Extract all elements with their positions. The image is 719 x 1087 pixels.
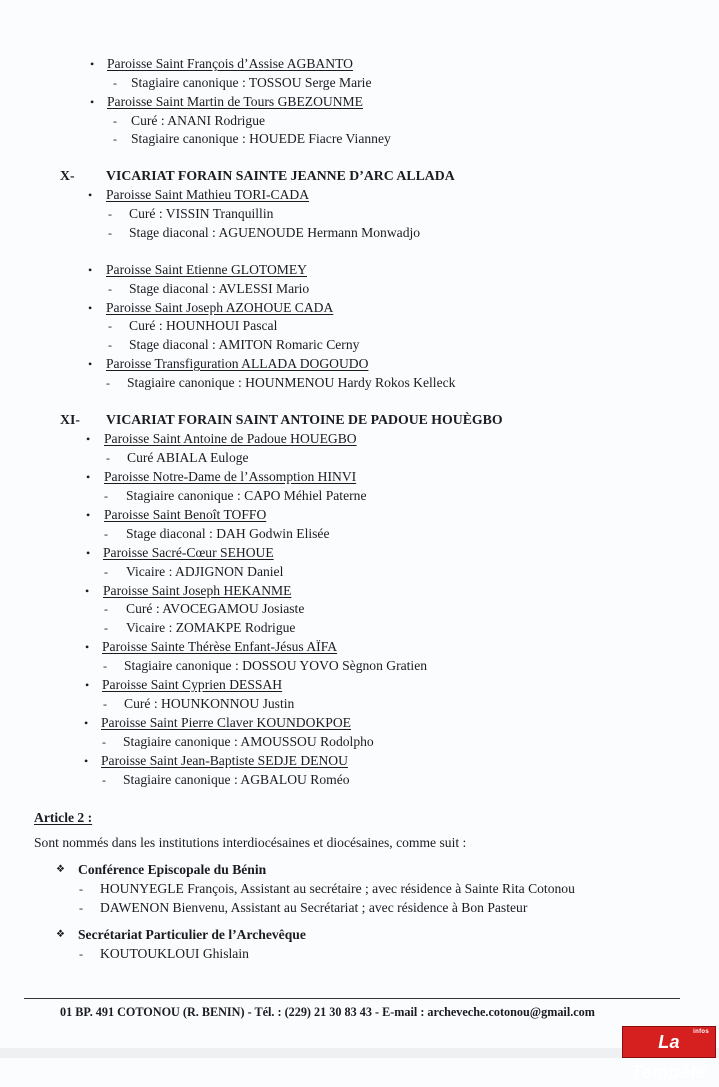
dash: - bbox=[104, 621, 108, 635]
role-line: Vicaire : ADJIGNON Daniel bbox=[126, 564, 284, 579]
role-line: Stagiaire canonique : AGBALOU Roméo bbox=[123, 772, 350, 787]
article-intro: Sont nommés dans les institutions interdiocésaines et diocésaines, comme suit : bbox=[34, 835, 467, 850]
dash: - bbox=[106, 451, 110, 465]
member-line: DAWENON Bienvenu, Assistant au Secrétariat ; avec résidence à Bon Pasteur bbox=[100, 900, 528, 915]
parish-name: Paroisse Saint François d’Assise AGBANTO bbox=[107, 56, 353, 71]
diamond-bullet-icon: ❖ bbox=[56, 929, 65, 940]
dash: - bbox=[103, 697, 107, 711]
bullet: • bbox=[86, 546, 91, 560]
role-line: Stagiaire canonique : AMOUSSOU Rodolpho bbox=[123, 734, 374, 749]
bullet: • bbox=[86, 508, 91, 522]
member-line: HOUNYEGLE François, Assistant au secrétaire ; avec résidence à Sainte Rita Cotonou bbox=[100, 881, 575, 896]
role-line: Curé : HOUNKONNOU Justin bbox=[124, 696, 295, 711]
role-line: Curé : VISSIN Tranquillin bbox=[129, 206, 274, 221]
bottom-strip bbox=[0, 1048, 719, 1058]
bullet: • bbox=[84, 754, 89, 768]
section-title: VICARIAT FORAIN SAINT ANTOINE DE PADOUE HOUÈGBO bbox=[106, 412, 503, 427]
parish-name: Paroisse Saint Etienne GLOTOMEY bbox=[106, 262, 307, 277]
role-line: Stage diaconal : DAH Godwin Elisée bbox=[126, 526, 330, 541]
role-line: Stagiaire canonique : HOUNMENOU Hardy Rokos Kelleck bbox=[127, 375, 456, 390]
article-title: Article 2 : bbox=[34, 810, 93, 825]
parish-name: Paroisse Saint Antoine de Padoue HOUEGBO bbox=[104, 431, 357, 446]
dash: - bbox=[79, 947, 83, 961]
dash: - bbox=[108, 282, 112, 296]
section-number: XI- bbox=[60, 412, 80, 427]
parish-name: Paroisse Saint Joseph AZOHOUE CADA bbox=[106, 300, 334, 315]
dash: - bbox=[104, 565, 108, 579]
bullet: • bbox=[86, 470, 91, 484]
parish-name: Paroisse Saint Benoît TOFFO bbox=[104, 507, 267, 522]
dash: - bbox=[108, 338, 112, 352]
institution-name: Secrétariat Particulier de l’Archevêque bbox=[78, 927, 306, 942]
dash: - bbox=[104, 527, 108, 541]
institution-name: Conférence Episcopale du Bénin bbox=[78, 862, 267, 877]
parish-name: Paroisse Saint Pierre Claver KOUNDOKPOE bbox=[101, 715, 351, 730]
dash: - bbox=[104, 602, 108, 616]
parish-name: Paroisse Saint Cyprien DESSAH bbox=[102, 677, 283, 692]
bullet: • bbox=[90, 57, 95, 71]
bullet: • bbox=[85, 678, 90, 692]
logo-text: La Tempête bbox=[631, 1032, 707, 1082]
dash: - bbox=[113, 132, 117, 146]
dash: - bbox=[104, 489, 108, 503]
dash: - bbox=[102, 735, 106, 749]
role-line: Stage diaconal : AMITON Romaric Cerny bbox=[129, 337, 360, 352]
bullet: • bbox=[88, 357, 93, 371]
bullet: • bbox=[90, 95, 95, 109]
role-line: Stagiaire canonique : TOSSOU Serge Marie bbox=[131, 75, 372, 90]
bullet: • bbox=[85, 584, 90, 598]
parish-name: Paroisse Transfiguration ALLADA DOGOUDO bbox=[106, 356, 369, 371]
member-line: KOUTOUKLOUI Ghislain bbox=[100, 946, 249, 961]
role-line: Vicaire : ZOMAKPE Rodrigue bbox=[126, 620, 296, 635]
bullet: • bbox=[88, 188, 93, 202]
bullet: • bbox=[88, 301, 93, 315]
dash: - bbox=[113, 76, 117, 90]
role-line: Curé ABIALA Euloge bbox=[127, 450, 249, 465]
role-line: Curé : HOUNHOUI Pascal bbox=[129, 318, 278, 333]
dash: - bbox=[79, 901, 83, 915]
parish-name: Paroisse Saint Martin de Tours GBEZOUNME bbox=[107, 94, 363, 109]
bullet: • bbox=[86, 432, 91, 446]
role-line: Curé : AVOCEGAMOU Josiaste bbox=[126, 601, 305, 616]
section-number: X- bbox=[60, 168, 75, 183]
role-line: Curé : ANANI Rodrigue bbox=[131, 113, 266, 128]
footer-rule bbox=[24, 998, 680, 999]
dash: - bbox=[79, 882, 83, 896]
parish-name: Paroisse Saint Mathieu TORI-CADA bbox=[106, 187, 310, 202]
dash: - bbox=[108, 226, 112, 240]
diamond-bullet-icon: ❖ bbox=[56, 864, 65, 875]
dash: - bbox=[102, 773, 106, 787]
logo-tagline: infos bbox=[693, 1029, 709, 1035]
parish-name: Paroisse Saint Joseph HEKANME bbox=[103, 583, 292, 598]
parish-name: Paroisse Notre-Dame de l’Assomption HINVI bbox=[104, 469, 357, 484]
role-line: Stagiaire canonique : HOUEDE Fiacre Vianney bbox=[131, 131, 391, 146]
dash: - bbox=[108, 319, 112, 333]
la-tempete-logo bbox=[622, 1026, 716, 1082]
parish-name: Paroisse Sainte Thérèse Enfant-Jésus AÏFA bbox=[102, 639, 338, 654]
footer-contact: 01 BP. 491 COTONOU (R. BENIN) - Tél. : (229) 21 30 83 43 - E-mail : archeveche.cotonou@gmail.com bbox=[60, 1005, 595, 1019]
bullet: • bbox=[84, 716, 89, 730]
dash: - bbox=[108, 207, 112, 221]
dash: - bbox=[103, 659, 107, 673]
parish-name: Paroisse Saint Jean-Baptiste SEDJE DENOU bbox=[101, 753, 348, 768]
section-title: VICARIAT FORAIN SAINTE JEANNE D’ARC ALLADA bbox=[106, 168, 455, 183]
role-line: Stagiaire canonique : DOSSOU YOVO Sègnon Gratien bbox=[124, 658, 428, 673]
role-line: Stage diaconal : AGUENOUDE Hermann Monwadjo bbox=[129, 225, 421, 240]
bullet: • bbox=[85, 640, 90, 654]
dash: - bbox=[106, 376, 110, 390]
dash: - bbox=[113, 114, 117, 128]
role-line: Stagiaire canonique : CAPO Méhiel Paterne bbox=[126, 488, 367, 503]
parish-name: Paroisse Sacré-Cœur SEHOUE bbox=[103, 545, 274, 560]
role-line: Stage diaconal : AVLESSI Mario bbox=[129, 281, 310, 296]
bullet: • bbox=[88, 263, 93, 277]
